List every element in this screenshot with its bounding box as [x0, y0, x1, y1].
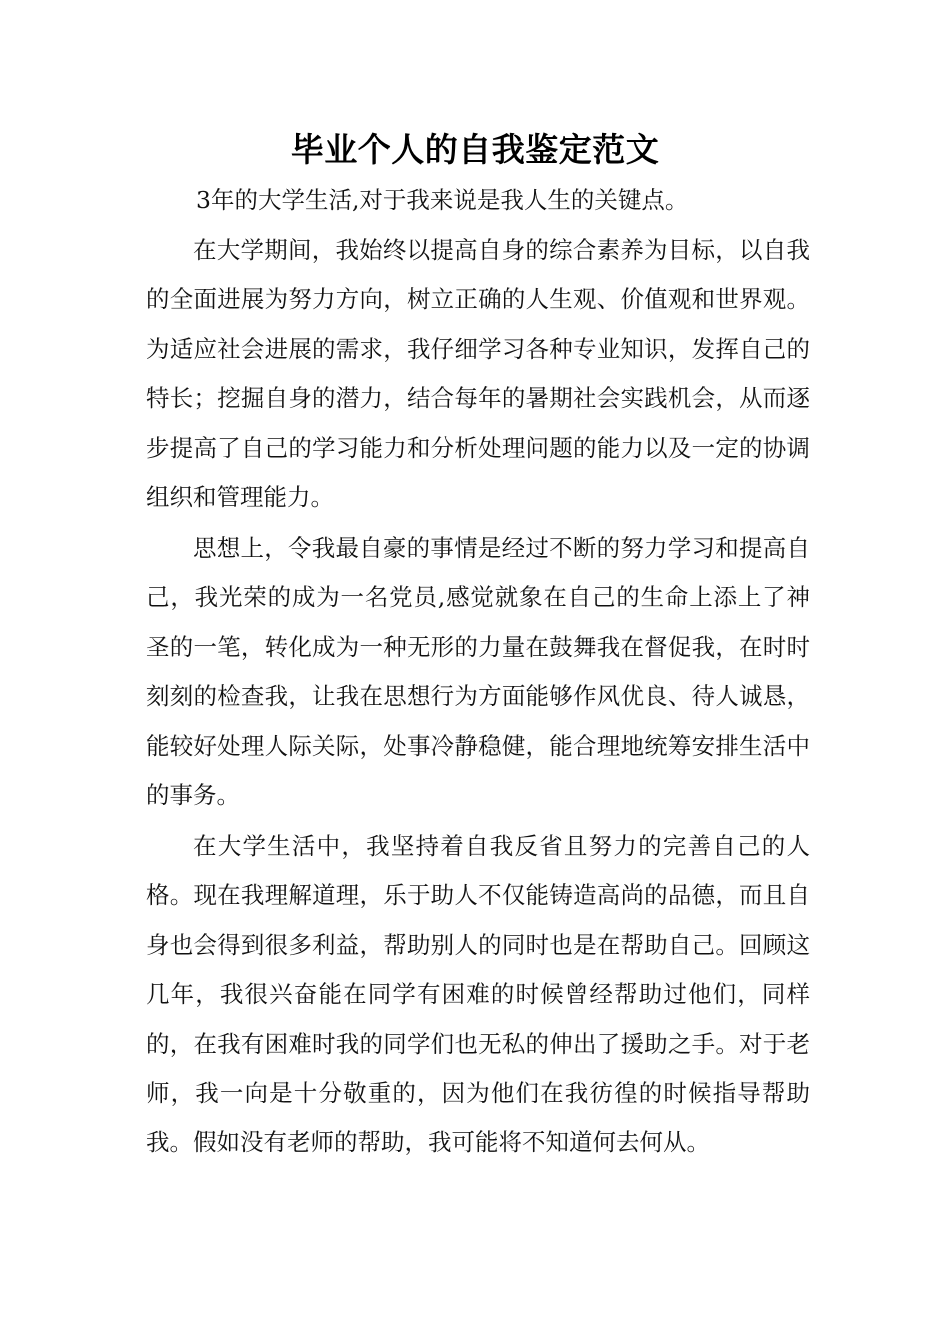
document-title: 毕业个人的自我鉴定范文	[290, 130, 660, 169]
paragraph-ideology: 思想上，令我最自豪的事情是经过不断的努力学习和提高自己，我光荣的成为一名党员,感觉就象在自己的生命上添上了神圣的一笔，转化成为一种无形的力量在鼓舞我在督促我，在时时刻刻的检查我，让我在思想行为方面能够作风优良、待人诚恳，能较好处理人际关际，处事冷静稳健，能合理地统筹安排生活中的事务。	[146, 534, 810, 810]
paragraph-study: 在大学期间，我始终以提高自身的综合素养为目标，以自我的全面进展为努力方向，树立正确的人生观、价值观和世界观。为适应社会进展的需求，我仔细学习各种专业知识，发挥自己的特长；挖掘自身的潜力，结合每年的暑期社会实践机会，从而逐步提高了自己的学习能力和分析处理问题的能力以及一定的协调组织和管理能力。	[146, 236, 810, 512]
paragraph-life: 在大学生活中，我坚持着自我反省且努力的完善自己的人格。现在我理解道理，乐于助人不仅能铸造高尚的品德，而且自身也会得到很多利益，帮助别人的同时也是在帮助自己。回顾这几年，我很兴奋能在同学有困难的时候曾经帮助过他们，同样的，在我有困难时我的同学们也无私的伸出了援助之手。对于老师，我一向是十分敬重的，因为他们在我彷徨的时候指导帮助我。假如没有老师的帮助，我可能将不知道何去何从。	[146, 832, 810, 1157]
intro-line: 3年的大学生活,对于我来说是我人生的关键点。	[196, 186, 689, 214]
